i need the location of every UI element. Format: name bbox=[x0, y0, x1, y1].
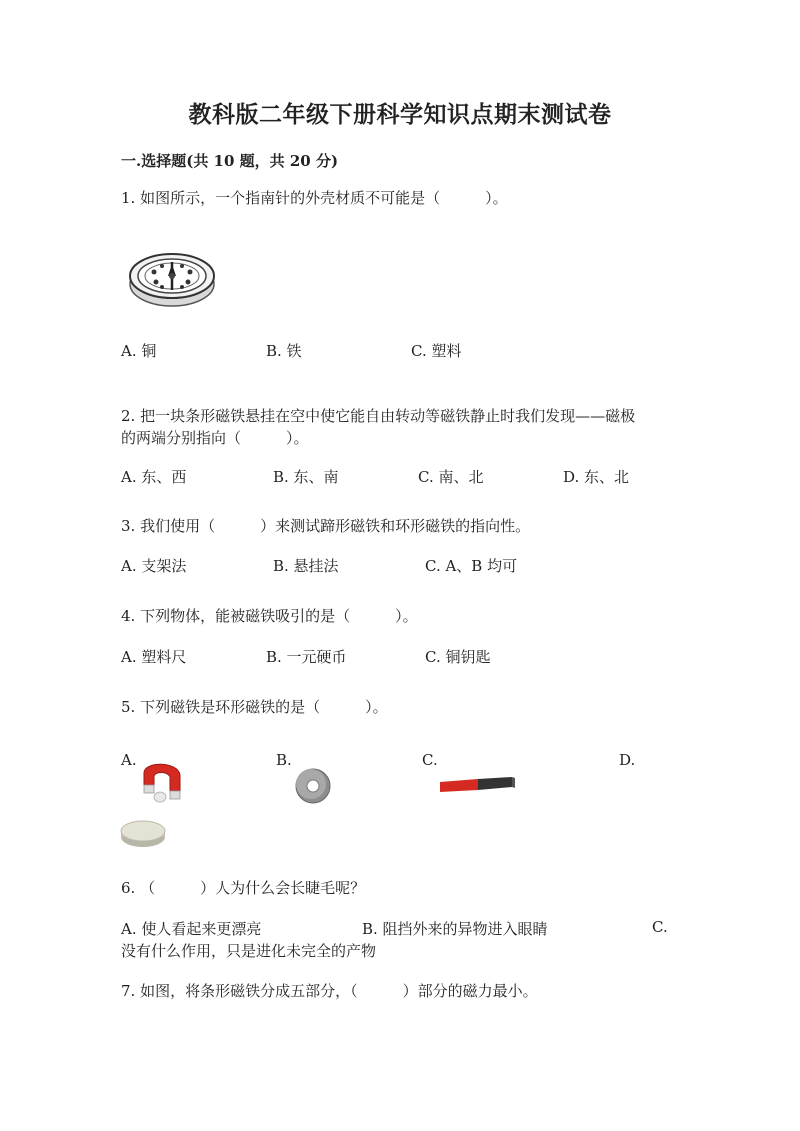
q5-option-a: A. bbox=[121, 751, 137, 769]
q6-option-c-label: C. bbox=[652, 918, 668, 936]
question-1: 1. 如图所示，一个指南针的外壳材质不可能是（ ）。 bbox=[121, 189, 508, 207]
q2-option-a: A. 东、西 bbox=[121, 468, 187, 486]
question-7: 7. 如图，将条形磁铁分成五部分，（ ）部分的磁力最小。 bbox=[121, 982, 538, 1000]
bar-magnet-image bbox=[438, 776, 516, 794]
q5-option-c: C. bbox=[422, 751, 438, 769]
question-4: 4. 下列物体，能被磁铁吸引的是（ ）。 bbox=[121, 607, 418, 625]
q4-option-c: C. 铜钥匙 bbox=[425, 648, 491, 666]
q4-option-a: A. 塑料尺 bbox=[121, 648, 187, 666]
q5-option-b: B. bbox=[276, 751, 292, 769]
horseshoe-magnet-image bbox=[136, 763, 192, 805]
disc-magnet-image bbox=[118, 816, 168, 850]
q1-option-b: B. 铁 bbox=[266, 342, 302, 360]
question-6: 6. （ ）人为什么会长睫毛呢？ bbox=[121, 879, 366, 897]
section-heading: 一.选择题(共 10 题，共 20 分) bbox=[121, 152, 339, 170]
q2-option-b: B. 东、南 bbox=[273, 468, 339, 486]
question-3: 3. 我们使用（ ）来测试蹄形磁铁和环形磁铁的指向性。 bbox=[121, 517, 531, 535]
question-5: 5. 下列磁铁是环形磁铁的是（ ）。 bbox=[121, 698, 388, 716]
compass-image bbox=[128, 246, 216, 310]
page-title: 教科版二年级下册科学知识点期末测试卷 bbox=[188, 101, 612, 128]
q3-option-a: A. 支架法 bbox=[121, 557, 187, 575]
q6-option-a: A. 使人看起来更漂亮 bbox=[121, 920, 262, 938]
q2-option-c: C. 南、北 bbox=[418, 468, 484, 486]
q4-option-b: B. 一元硬币 bbox=[266, 648, 347, 666]
q6-option-b: B. 阻挡外来的异物进入眼睛 bbox=[362, 920, 548, 938]
q1-option-a: A. 铜 bbox=[121, 342, 157, 360]
q3-option-b: B. 悬挂法 bbox=[273, 557, 339, 575]
q5-option-d: D. bbox=[619, 751, 636, 769]
q1-option-c: C. 塑料 bbox=[411, 342, 462, 360]
ring-magnet-image bbox=[293, 766, 333, 806]
q3-option-c: C. A、B 均可 bbox=[425, 557, 518, 575]
q6-option-c-text: 没有什么作用，只是进化未完全的产物 bbox=[121, 942, 377, 960]
q2-option-d: D. 东、北 bbox=[563, 468, 630, 486]
question-2-line-2: 的两端分别指向（ ）。 bbox=[121, 429, 309, 447]
question-2-line-1: 2. 把一块条形磁铁悬挂在空中使它能自由转动等磁铁静止时我们发现——磁极 bbox=[121, 407, 636, 425]
